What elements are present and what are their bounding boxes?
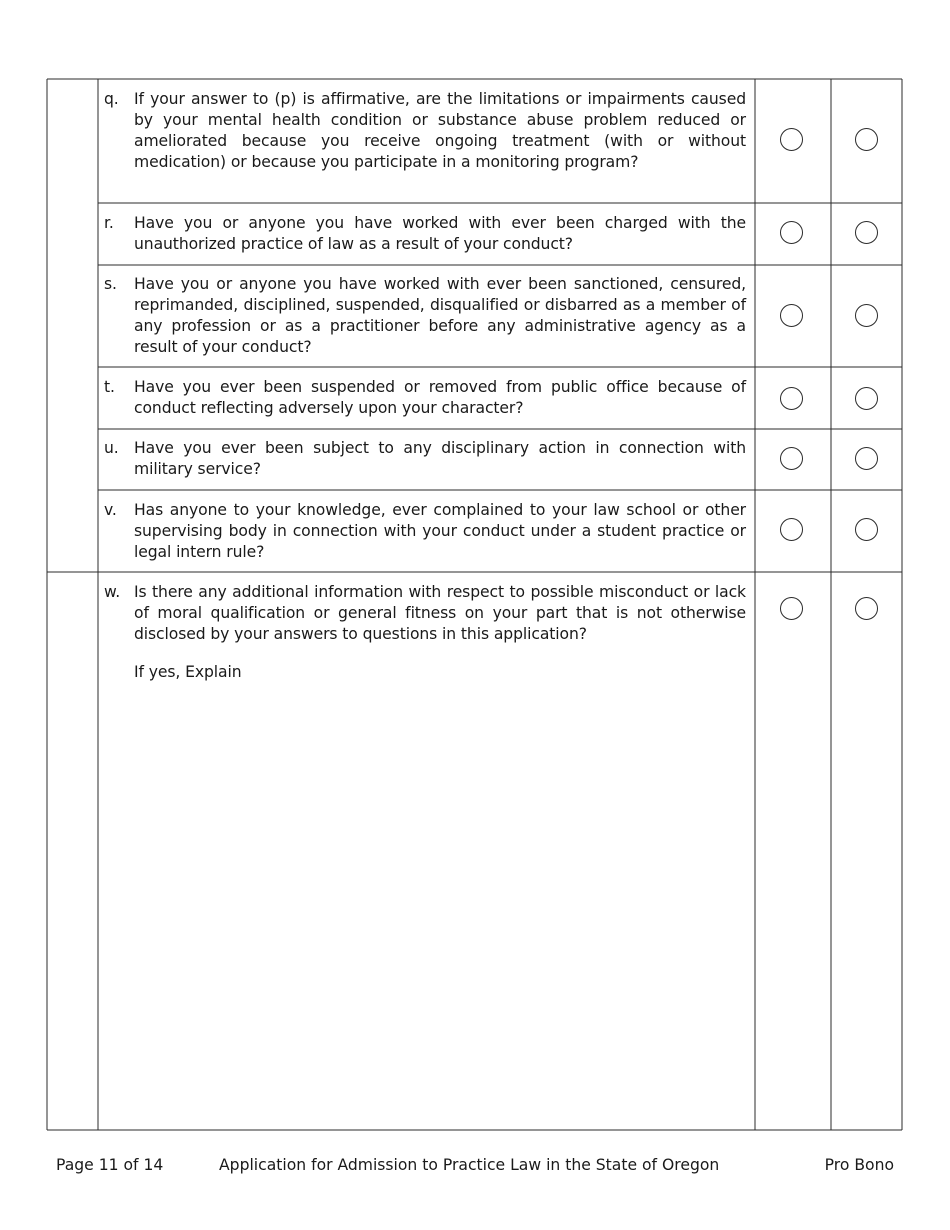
footer-page-number: Page 11 of 14 <box>56 1156 164 1174</box>
question-letter: q. <box>104 90 119 108</box>
footer-section: Pro Bono <box>824 1156 894 1174</box>
question-letter: t. <box>104 378 115 396</box>
question-u-yes-radio[interactable] <box>780 447 803 470</box>
question-text: Is there any additional information with respect to possible misconduct or lack of moral qualification or general fitness on your part that is not otherwise disclosed by your answers to questions in this application? <box>134 583 746 643</box>
question-u-no-radio[interactable] <box>855 447 878 470</box>
question-t <box>104 377 746 419</box>
question-r-yes-radio[interactable] <box>780 221 803 244</box>
question-w-yes-radio[interactable] <box>780 597 803 620</box>
question-r <box>104 213 746 255</box>
question-letter: r. <box>104 214 114 232</box>
question-q <box>104 89 746 173</box>
question-s-no-radio[interactable] <box>855 304 878 327</box>
footer-document-title: Application for Admission to Practice Law in the State of Oregon <box>219 1156 720 1174</box>
explain-label: If yes, Explain <box>134 663 242 681</box>
question-t-no-radio[interactable] <box>855 387 878 410</box>
question-q-yes-radio[interactable] <box>780 128 803 151</box>
question-text: Have you or anyone you have worked with ever been sanctioned, censured, reprimanded, disciplined, suspended, disqualified or disbarred as a member of any profession or as a practitioner before any administrative agency as a result of your conduct? <box>134 275 746 356</box>
question-v-yes-radio[interactable] <box>780 518 803 541</box>
question-v-no-radio[interactable] <box>855 518 878 541</box>
question-text: Has anyone to your knowledge, ever complained to your law school or other supervising body in connection with your conduct under a student practice or legal intern rule? <box>134 501 746 561</box>
question-u <box>104 438 746 480</box>
question-letter: v. <box>104 501 117 519</box>
question-text: If your answer to (p) is affirmative, are the limitations or impairments caused by your mental health condition or substance abuse problem reduced or ameliorated because you receive ongoing treatment (with or without medication) or because you participate in a monitoring program? <box>134 90 746 171</box>
question-letter: u. <box>104 439 119 457</box>
question-letter: w. <box>104 583 121 601</box>
question-w <box>104 582 746 683</box>
question-text: Have you ever been subject to any disciplinary action in connection with military service? <box>134 439 746 478</box>
question-q-no-radio[interactable] <box>855 128 878 151</box>
question-letter: s. <box>104 275 117 293</box>
question-v <box>104 500 746 563</box>
question-s-yes-radio[interactable] <box>780 304 803 327</box>
question-t-yes-radio[interactable] <box>780 387 803 410</box>
question-r-no-radio[interactable] <box>855 221 878 244</box>
question-w-no-radio[interactable] <box>855 597 878 620</box>
question-s <box>104 274 746 358</box>
question-text: Have you or anyone you have worked with ever been charged with the unauthorized practice of law as a result of your conduct? <box>134 214 746 253</box>
question-text: Have you ever been suspended or removed from public office because of conduct reflecting adversely upon your character? <box>134 378 746 417</box>
